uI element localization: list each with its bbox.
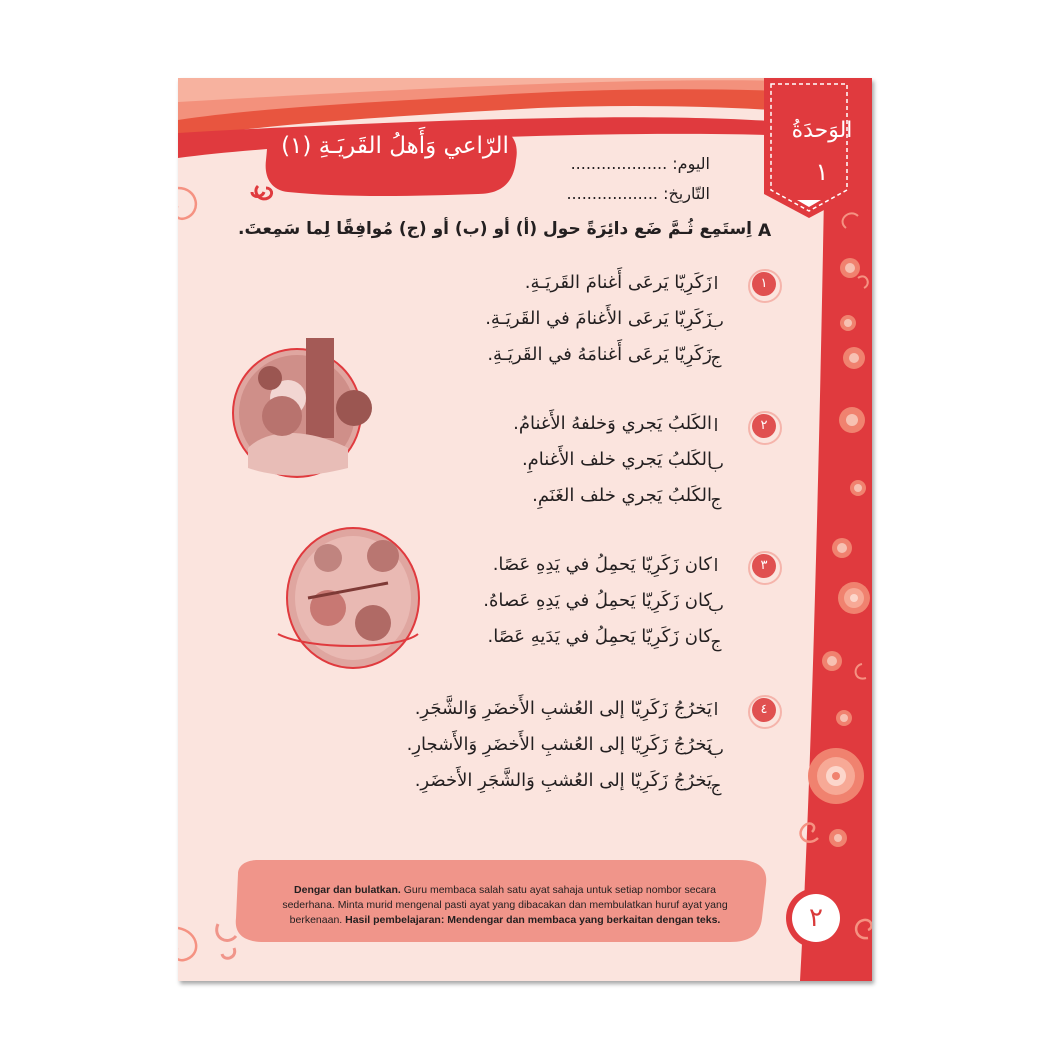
- teacher-note-heading: Dengar dan bulatkan.: [294, 884, 401, 896]
- option-letter[interactable]: ج: [710, 490, 722, 510]
- option-text: الكَلبُ يَجري خلف الأَغنامِ.: [521, 449, 712, 470]
- option-text: كان زَكَرِيّا يَحمِلُ في يَدِهِ عَصاهُ.: [483, 590, 712, 611]
- option-letter[interactable]: ج: [710, 348, 722, 368]
- option-text: يَخرُجُ زَكَرِيّا إلى العُشبِ وَالشَّجَرِ الأَخضَرِ.: [414, 770, 712, 791]
- option-text: الكَلبُ يَجري وَخلفهُ الأَغنامُ.: [513, 413, 712, 434]
- option-text: زَكَرِيّا يَرعَى أَغنامَهُ في القَريَـةِ.: [487, 344, 712, 365]
- illustration-1: [233, 338, 372, 477]
- option-text: كان زَكَرِيّا يَحمِلُ في يَدَيهِ عَصًا.: [487, 626, 712, 647]
- illustration-2: [278, 528, 419, 668]
- question-number-4: ٤: [752, 698, 776, 722]
- option-letter[interactable]: ج: [710, 632, 722, 652]
- option-text: الكَلبُ يَجري خلف الغَنَمِ.: [532, 485, 712, 506]
- page-number: ٢: [809, 903, 823, 933]
- learning-outcome: Hasil pembelajaran: Mendengar dan membaca yang berkaitan dengan teks.: [345, 914, 721, 926]
- unit-label: الوَحدَةُ: [791, 118, 853, 143]
- instruction-text: اِستَمِع ثُـمَّ ضَع دائِرَةً حول (أ) أو (ب) أو (ج) مُوافِقًا لِما سَمِعتَ.: [238, 219, 752, 239]
- option-text: زَكَرِيّا يَرعَى الأَغنامَ في القَريَـةِ.: [485, 308, 712, 329]
- option-letter[interactable]: ا: [713, 700, 719, 720]
- day-field[interactable]: اليوم: ...................: [570, 154, 710, 173]
- option-letter[interactable]: ا: [713, 274, 719, 294]
- date-field[interactable]: التّاريخ: ..................: [566, 184, 710, 203]
- lesson-title: الرّاعي وَأَهلُ القَريَـةِ (١): [281, 133, 509, 159]
- instruction-letter: A: [758, 221, 772, 241]
- option-letter[interactable]: ا: [713, 416, 719, 436]
- question-number-3: ٣: [752, 554, 776, 578]
- option-letter[interactable]: ا: [713, 556, 719, 576]
- unit-number: ١: [815, 158, 829, 186]
- question-number-1: ١: [752, 272, 776, 296]
- page-decoration: [178, 78, 872, 981]
- option-letter[interactable]: ب: [707, 454, 724, 474]
- worksheet-page: [178, 78, 872, 981]
- question-number-2: ٢: [752, 414, 776, 438]
- option-letter[interactable]: ب: [707, 312, 724, 332]
- option-text: يَخرُجُ زَكَرِيّا إلى العُشبِ الأَخضَرِ وَالشَّجَرِ.: [414, 698, 712, 719]
- option-text: يَخرُجُ زَكَرِيّا إلى العُشبِ الأَخضَرِ وَالأَشجارِ.: [406, 734, 712, 755]
- teacher-note-body: Guru membaca salah satu ayat sahaja untuk setiap nombor secara sederhana. Minta murid mengenal pasti ayat yang dibacakan dan membulatkan huruf ayat yang berkenaan.: [282, 884, 728, 926]
- option-text: زَكَرِيّا يَرعَى أَغنامَ القَريَـةِ.: [524, 272, 712, 293]
- option-letter[interactable]: ج: [710, 776, 722, 796]
- option-text: كان زَكَرِيّا يَحمِلُ في يَدِهِ عَصًا.: [492, 554, 712, 575]
- option-letter[interactable]: ب: [707, 596, 724, 616]
- option-letter[interactable]: ب: [707, 740, 724, 760]
- teacher-note: [282, 883, 728, 928]
